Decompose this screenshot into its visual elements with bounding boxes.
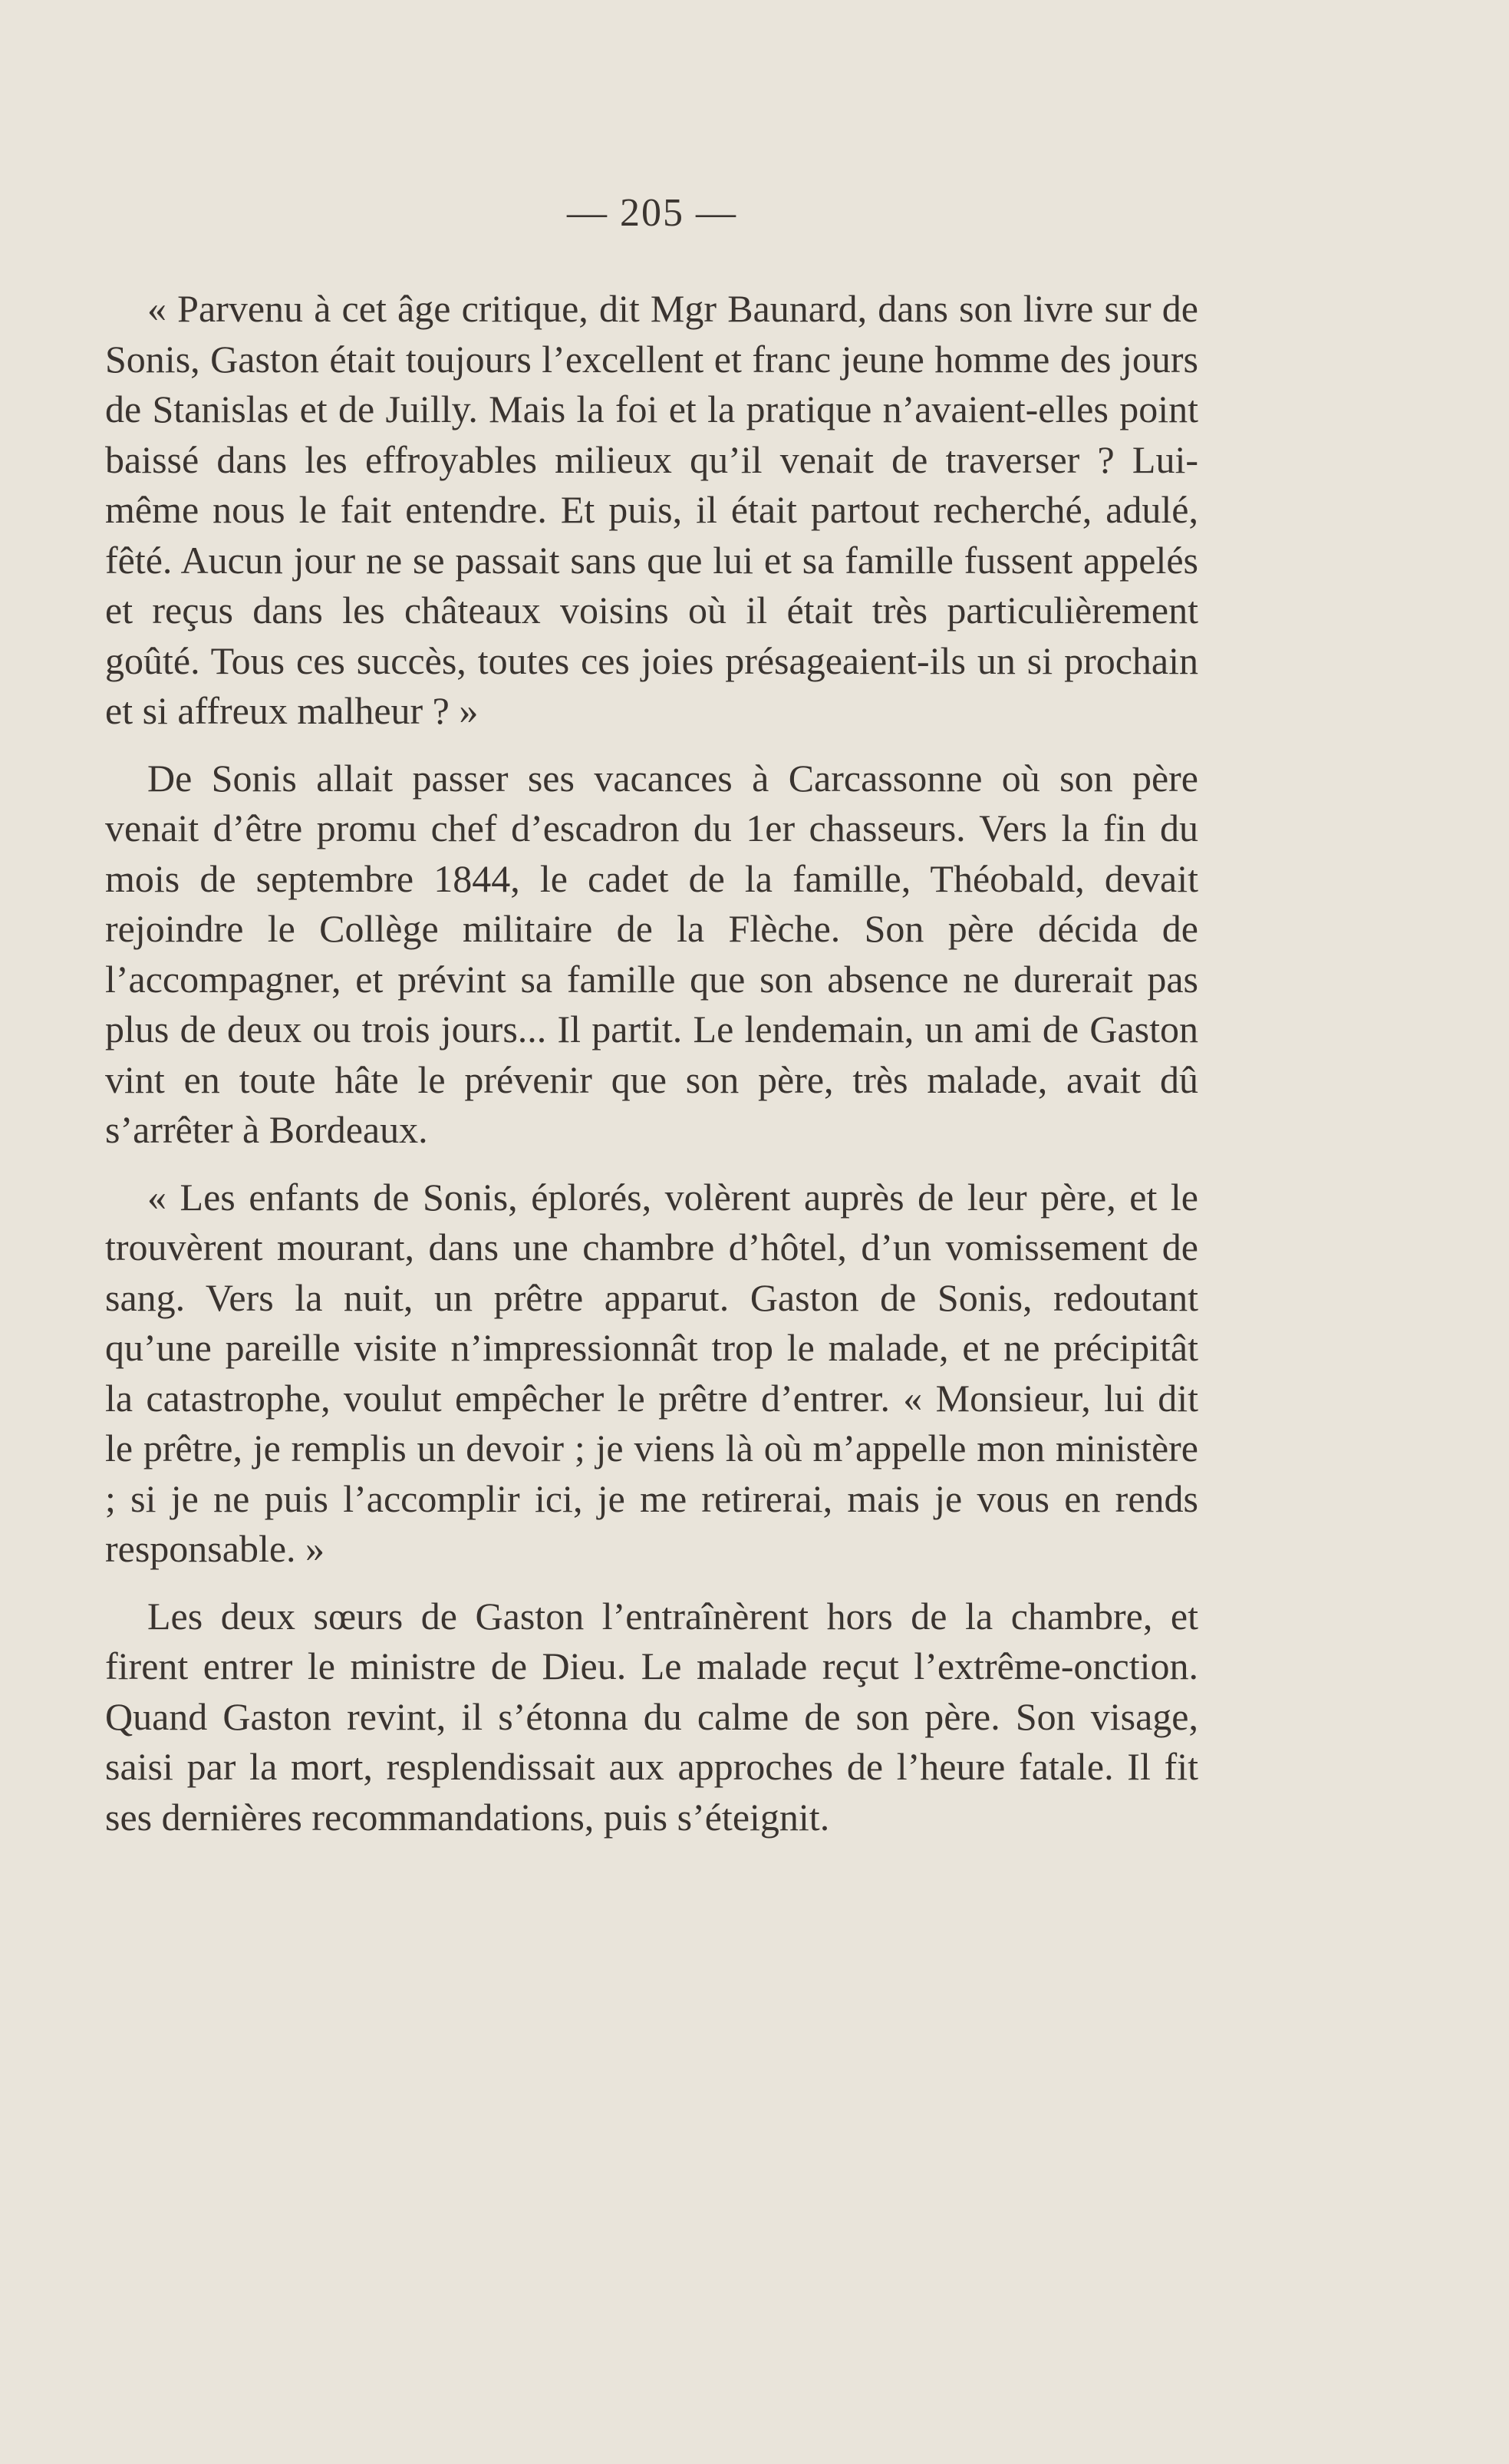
- page-number: — 205 —: [567, 191, 737, 235]
- paragraph-carcassonne: De Sonis allait passer ses vacances à Carcassonne où son père venait d’être promu chef d’escadron du 1er chasseurs. Vers la fin du mois de septembre 1844, le cadet de la famille, Théobald, devait rejoindre le Collège militaire de la Flèche. Son père décida de l’accompagner, et prévint sa famille que son absence ne durerait pas plus de deux ou trois jours... Il partit. Le lendemain, un ami de Gaston vint en toute hâte le prévenir que son père, très malade, avait dû s’arrêter à Bordeaux.: [105, 756, 1198, 1151]
- paragraph-quote-baunard: « Parvenu à cet âge critique, dit Mgr Baunard, dans son livre sur de Sonis, Gaston était toujours l’excellent et franc jeune homme des jours de Stanislas et de Juilly. Mais la foi et la pratique n’avaient-elles point baissé dans les effroyables milieux qu’il venait de traverser ? Lui-même nous le fait entendre. Et puis, il était partout recherché, adulé, fêté. Aucun jour ne se passait sans que lui et sa famille fussent appelés et reçus dans les châteaux voisins où il était très particulièrement goûté. Tous ces succès, toutes ces joies présageaient-ils un si prochain et si affreux malheur ? »: [105, 287, 1198, 732]
- paragraph-bordeaux: « Les enfants de Sonis, éplorés, volèrent auprès de leur père, et le trouvèrent mourant, dans une chambre d’hôtel, d’un vomissement de sang. Vers la nuit, un prêtre apparut. Gaston de Sonis, redoutant qu’une pareille visite n’impressionnât trop le malade, et ne précipitât la catastrophe, voulut empêcher le prêtre d’entrer. « Monsieur, lui dit le prêtre, je remplis un devoir ; je viens là où m’appelle mon ministère ; si je ne puis l’accomplir ici, je me retirerai, mais je vous en rends responsable. »: [105, 1175, 1198, 1570]
- body-text: [105, 284, 1198, 1859]
- paragraph-death: Les deux sœurs de Gaston l’entraînèrent hors de la chambre, et firent entrer le ministre de Dieu. Le malade reçut l’extrême-onction. Quand Gaston revint, il s’étonna du calme de son père. Son visage, saisi par la mort, resplendissait aux approches de l’heure fatale. Il fit ses dernières recommandations, puis s’éteignit.: [105, 1594, 1198, 1839]
